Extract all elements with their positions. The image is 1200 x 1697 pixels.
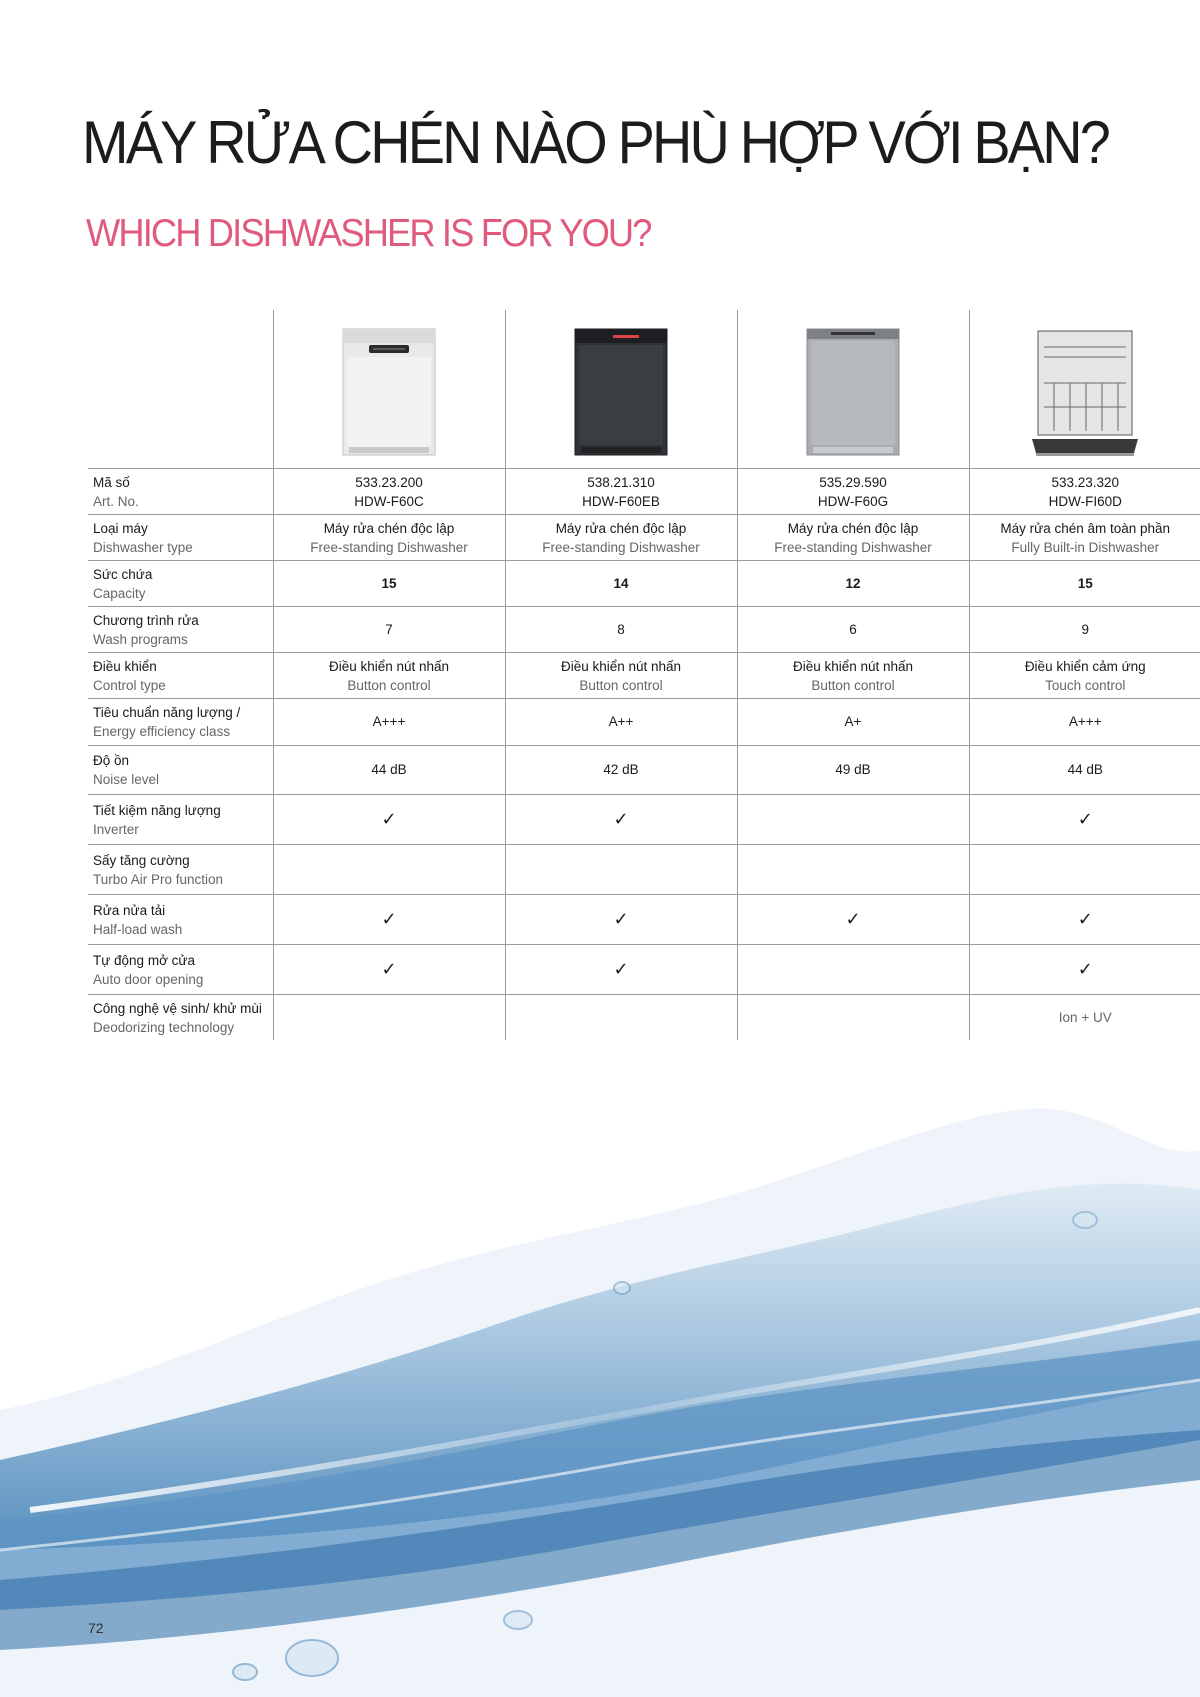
control-en: Button control	[579, 677, 663, 693]
row-label-en: Art. No.	[93, 493, 139, 509]
check-icon: ✓	[381, 959, 397, 980]
row-label: Mã số	[93, 474, 130, 490]
row-label: Tiêu chuẩn năng lượng /	[93, 705, 241, 720]
check-icon: ✓	[1077, 959, 1093, 980]
type-en: Free-standing Dishwasher	[310, 539, 468, 555]
type-vn: Máy rửa chén độc lập	[323, 520, 455, 536]
row-label: Chương trình rửa	[93, 612, 199, 628]
control-en: Button control	[347, 677, 431, 693]
check-icon: ✓	[613, 809, 629, 830]
check-icon: ✓	[381, 909, 397, 930]
row-label-en: Noise level	[93, 772, 160, 787]
row-label: Sấy tăng cường	[93, 852, 190, 868]
programs-value: 9	[1081, 621, 1089, 637]
row-label-en: Capacity	[93, 585, 146, 601]
row-autodoor	[88, 945, 1200, 995]
art-no: 538.21.310	[587, 474, 655, 490]
control-en: Button control	[811, 677, 895, 693]
noise-value: 44 dB	[1067, 762, 1103, 777]
capacity-value: 15	[381, 575, 397, 591]
dishwasher-silver-image	[805, 327, 901, 457]
row-halfload	[88, 895, 1200, 945]
row-label-en: Inverter	[93, 821, 139, 837]
row-noise	[88, 746, 1200, 795]
capacity-value: 14	[613, 575, 629, 591]
check-icon: ✓	[1077, 909, 1093, 930]
comparison-table	[88, 310, 1200, 1040]
energy-value: A+++	[1068, 714, 1102, 729]
row-label: Tự động mở cửa	[93, 952, 195, 968]
programs-value: 6	[849, 621, 857, 637]
row-label-en: Turbo Air Pro function	[93, 871, 224, 887]
check-icon: ✓	[613, 909, 629, 930]
row-label-en: Half-load wash	[93, 921, 183, 937]
control-vn: Điều khiển cảm ứng	[1024, 658, 1146, 674]
art-no: 533.23.320	[1051, 474, 1120, 490]
row-label-en: Energy efficiency class	[93, 724, 231, 739]
type-en: Fully Built-in Dishwasher	[1011, 539, 1160, 555]
product-images-row	[88, 310, 1200, 469]
row-label-en: Wash programs	[93, 631, 188, 647]
control-vn: Điều khiển nút nhấn	[560, 658, 682, 674]
energy-value: A++	[608, 714, 634, 729]
row-label: Độ ồn	[93, 753, 130, 768]
control-vn: Điều khiển nút nhấn	[792, 658, 914, 674]
type-vn: Máy rửa chén độc lập	[555, 520, 687, 536]
type-en: Free-standing Dishwasher	[542, 539, 700, 555]
row-label: Sức chứa	[93, 566, 153, 582]
check-icon: ✓	[613, 959, 629, 980]
capacity-value: 12	[845, 575, 861, 591]
page-subtitle: WHICH DISHWASHER IS FOR YOU?	[86, 212, 651, 255]
dishwasher-built-in-image	[1030, 327, 1140, 457]
row-energy	[88, 699, 1200, 746]
control-en: Touch control	[1045, 677, 1126, 693]
page-title: MÁY RỬA CHÉN NÀO PHÙ HỢP VỚI BẠN?	[82, 109, 1108, 176]
row-label-en: Auto door opening	[93, 971, 204, 987]
row-capacity	[88, 561, 1200, 607]
dishwasher-white-image	[341, 327, 437, 457]
page-number: 72	[88, 1620, 104, 1636]
noise-value: 42 dB	[603, 762, 639, 777]
row-control	[88, 653, 1200, 699]
control-vn: Điều khiển nút nhấn	[328, 658, 450, 674]
row-turbo	[88, 845, 1200, 895]
water-splash-image	[0, 1080, 1200, 1697]
model: HDW-F60G	[817, 493, 889, 509]
capacity-value: 15	[1077, 575, 1093, 591]
energy-value: A+	[844, 714, 862, 729]
deodor-value: Ion + UV	[1058, 1009, 1112, 1025]
type-en: Free-standing Dishwasher	[774, 539, 932, 555]
row-label: Loại máy	[93, 520, 148, 536]
check-icon: ✓	[845, 909, 861, 930]
check-icon: ✓	[381, 809, 397, 830]
row-label: Tiết kiệm năng lượng	[93, 802, 221, 818]
art-no: 533.23.200	[355, 474, 423, 490]
energy-value: A+++	[372, 714, 406, 729]
model: HDW-F60C	[354, 493, 424, 509]
programs-value: 8	[617, 621, 625, 637]
row-inverter	[88, 795, 1200, 845]
type-vn: Máy rửa chén độc lập	[787, 520, 919, 536]
row-deodor	[88, 995, 1200, 1041]
row-programs	[88, 607, 1200, 653]
model: HDW-F60EB	[582, 493, 660, 509]
dishwasher-black-image	[573, 327, 669, 457]
programs-value: 7	[385, 621, 393, 637]
row-label: Công nghệ vệ sinh/ khử mùi	[93, 1000, 262, 1016]
model: HDW-FI60D	[1048, 493, 1122, 509]
check-icon: ✓	[1077, 809, 1093, 830]
row-label: Rửa nửa tải	[93, 902, 166, 918]
noise-value: 44 dB	[371, 762, 407, 777]
type-vn: Máy rửa chén âm toàn phần	[1000, 520, 1171, 536]
row-art-no	[88, 469, 1200, 515]
row-type	[88, 515, 1200, 561]
row-label-en: Deodorizing technology	[93, 1019, 235, 1035]
row-label-en: Dishwasher type	[93, 539, 193, 555]
art-no: 535.29.590	[819, 474, 887, 490]
row-label: Điều khiển	[93, 658, 157, 674]
noise-value: 49 dB	[835, 762, 871, 777]
row-label-en: Control type	[93, 677, 166, 693]
